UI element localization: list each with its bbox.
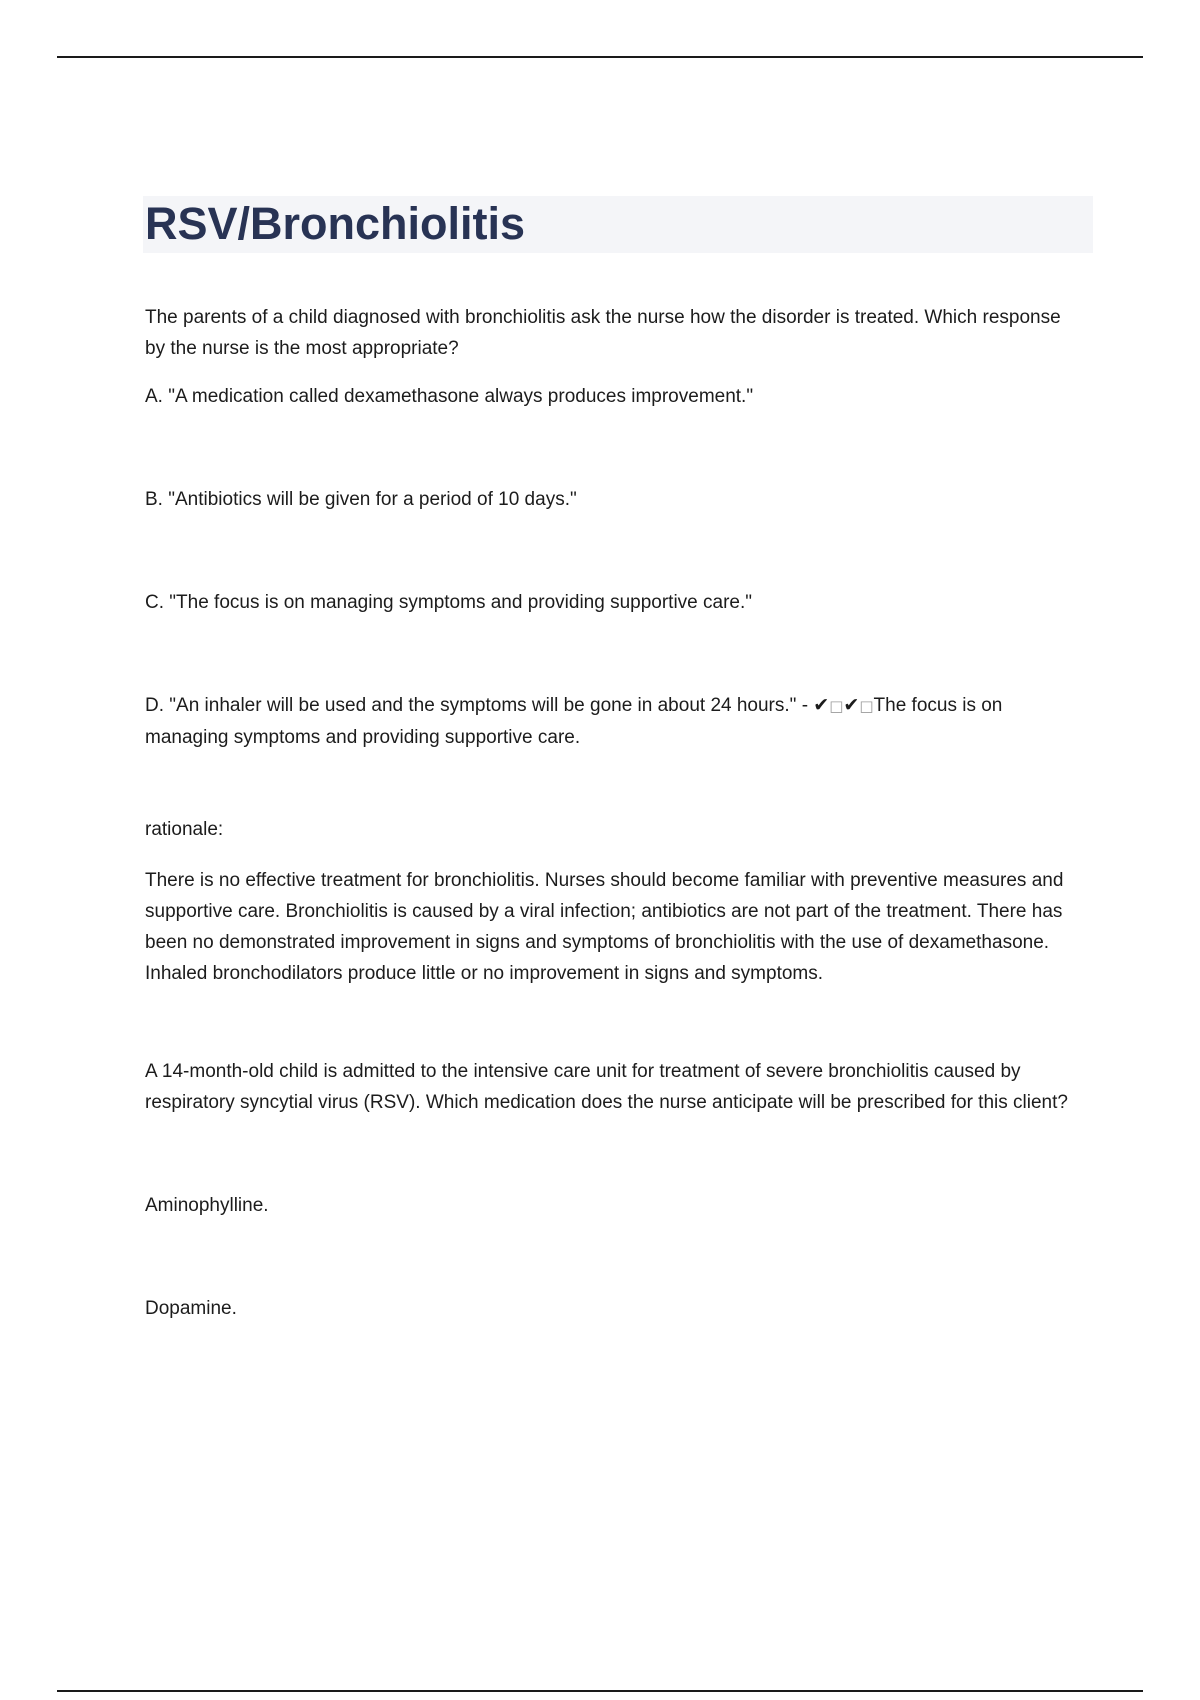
question-1-option-b: B. "Antibiotics will be given for a period of 10 days." xyxy=(145,489,577,510)
question-2-option-2: Dopamine. xyxy=(145,1298,237,1319)
missing-glyph-box: □ xyxy=(859,697,874,715)
check-mark-icon: ✔ xyxy=(813,694,830,716)
option-d-text: D. "An inhaler will be used and the symptoms will be gone in about 24 hours." - xyxy=(145,695,814,716)
bottom-divider xyxy=(57,1690,1143,1692)
page-title: RSV/Bronchiolitis xyxy=(145,198,526,249)
rationale-text: There is no effective treatment for bronchiolitis. Nurses should become familiar with preventive measures and supportive care. Bronchiolitis is caused by a viral infection; antibiotics are not part of the treatment. There has been no demonstrated improvement in signs and symptoms of bronchiolitis with the use of dexamethasone. Inhaled bronchodilators produce little or no improvement in signs and symptoms. xyxy=(145,870,1064,984)
question-2-option-1: Aminophylline. xyxy=(145,1195,269,1216)
rationale-label: rationale: xyxy=(145,819,224,840)
answer-text: The focus is on managing symptoms and providing supportive care. xyxy=(145,695,1003,748)
question-1-stem: The parents of a child diagnosed with bronchiolitis ask the nurse how the disorder is treated. Which response by the nurse is the most appropriate? xyxy=(145,307,1061,359)
top-divider xyxy=(57,56,1143,58)
check-mark-icon: ✔ xyxy=(843,694,860,716)
document-body xyxy=(145,302,1085,1396)
question-1-option-c: C. "The focus is on managing symptoms and providing supportive care." xyxy=(145,592,753,613)
question-2-stem: A 14-month-old child is admitted to the intensive care unit for treatment of severe bronchiolitis caused by respiratory syncytial virus (RSV). Which medication does the nurse anticipate will be prescribed for this client? xyxy=(145,1061,1068,1113)
question-1-option-a: A. "A medication called dexamethasone always produces improvement." xyxy=(145,386,754,407)
missing-glyph-box: □ xyxy=(829,697,844,715)
question-1-option-d xyxy=(145,690,1085,753)
